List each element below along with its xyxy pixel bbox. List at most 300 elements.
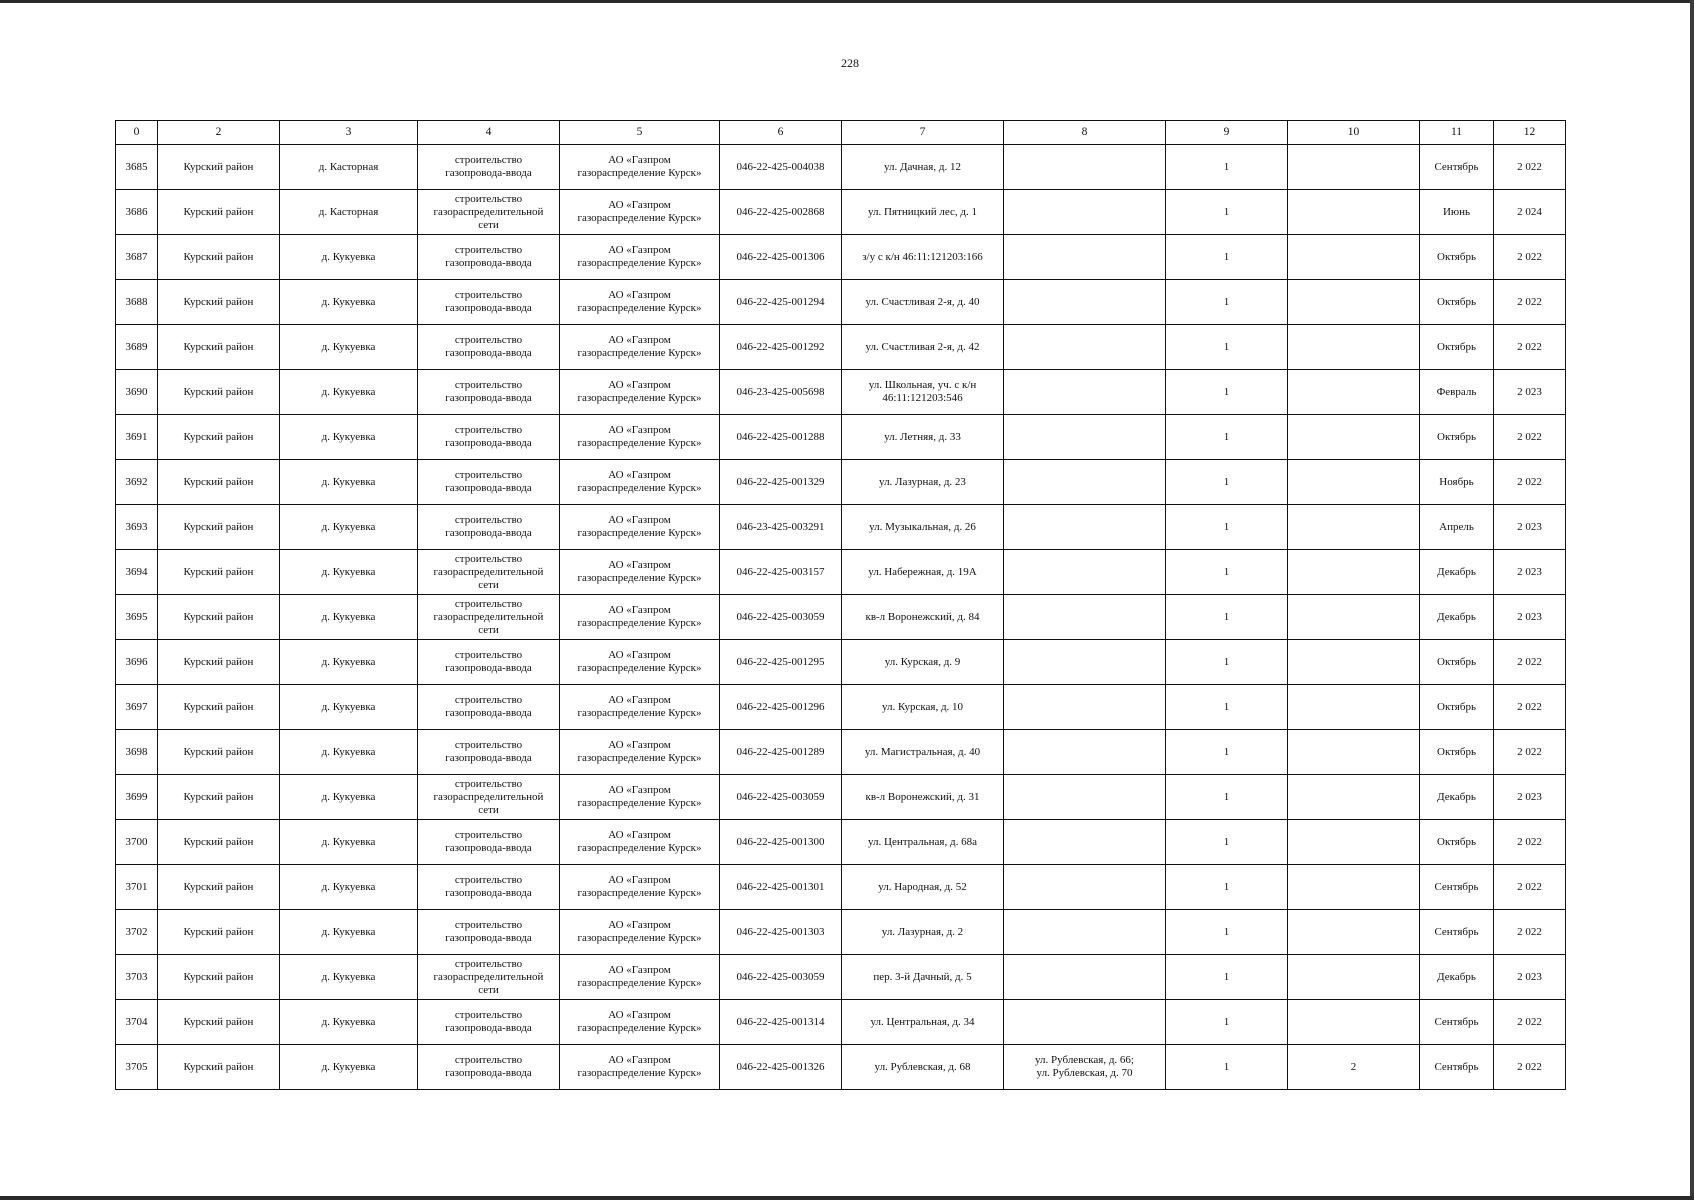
cell-year: 2 022 (1494, 145, 1566, 190)
cell-settlement: д. Касторная (280, 190, 418, 235)
scan-edge-bottom (0, 1196, 1694, 1200)
cell-organization-line: АО «Газпром (608, 919, 671, 931)
cell-organization-line: АО «Газпром (608, 154, 671, 166)
cell-work-type (418, 640, 560, 685)
cell-month: Сентябрь (1420, 145, 1494, 190)
cell-address-line: ул. Рублевская, д. 68 (874, 1060, 971, 1073)
cell-count: 1 (1166, 190, 1288, 235)
cell-number: 3703 (116, 955, 158, 1000)
cell-work-type-line: строительство (454, 874, 523, 886)
cell-work-type (418, 325, 560, 370)
cell-settlement: д. Кукуевка (280, 1045, 418, 1090)
cell-settlement: д. Кукуевка (280, 505, 418, 550)
cell-address (842, 190, 1004, 235)
cell-settlement: д. Кукуевка (280, 685, 418, 730)
cell-settlement: д. Кукуевка (280, 235, 418, 280)
cell-work-type-line: строительство (454, 777, 523, 790)
cell-number: 3699 (116, 775, 158, 820)
cell-organization (560, 1045, 720, 1090)
cell-month: Октябрь (1420, 640, 1494, 685)
cell-col-10 (1288, 730, 1420, 775)
cell-month: Сентябрь (1420, 865, 1494, 910)
cell-extra-addresses (1004, 1045, 1166, 1090)
cell-organization-line: АО «Газпром (608, 1054, 671, 1066)
cell-address-line: ул. Дачная, д. 12 (884, 160, 961, 173)
cell-address-line: ул. Пятницкий лес, д. 1 (868, 205, 977, 218)
cell-district: Курский район (158, 415, 280, 460)
cell-settlement: д. Кукуевка (280, 280, 418, 325)
cell-work-type (418, 235, 560, 280)
cell-organization-line: АО «Газпром (608, 874, 671, 886)
cell-organization (560, 415, 720, 460)
table-row (116, 910, 1566, 955)
cell-district: Курский район (158, 730, 280, 775)
cell-object-code: 046-22-425-001329 (720, 460, 842, 505)
cell-extra-addresses (1004, 1000, 1166, 1045)
cell-organization-line: АО «Газпром (608, 784, 671, 796)
cell-district: Курский район (158, 775, 280, 820)
cell-work-type-line: строительство (454, 739, 523, 751)
cell-col-10 (1288, 190, 1420, 235)
cell-settlement: д. Кукуевка (280, 415, 418, 460)
cell-work-type-line: газопровода-ввода (445, 662, 532, 674)
cell-col-10 (1288, 640, 1420, 685)
cell-month: Октябрь (1420, 820, 1494, 865)
cell-organization-line: газораспределение Курск» (577, 302, 702, 314)
cell-number: 3700 (116, 820, 158, 865)
col-header-11: 11 (1420, 121, 1494, 145)
cell-district: Курский район (158, 820, 280, 865)
cell-address-line: з/у с к/н 46:11:121203:166 (862, 250, 983, 263)
cell-work-type-line: газопровода-ввода (445, 1067, 532, 1079)
cell-address (842, 820, 1004, 865)
cell-work-type-line: газопровода-ввода (445, 527, 532, 539)
cell-work-type-line: сети (478, 578, 499, 591)
table-row (116, 460, 1566, 505)
cell-district: Курский район (158, 145, 280, 190)
cell-organization-line: газораспределение Курск» (577, 707, 702, 719)
cell-count: 1 (1166, 820, 1288, 865)
cell-count: 1 (1166, 640, 1288, 685)
cell-address-line: ул. Летняя, д. 33 (884, 430, 961, 443)
cell-number: 3692 (116, 460, 158, 505)
cell-organization (560, 910, 720, 955)
cell-work-type-line: строительство (454, 919, 523, 931)
col-header-3: 3 (280, 121, 418, 145)
col-header-4: 4 (418, 121, 560, 145)
cell-address-line: ул. Счастливая 2-я, д. 40 (865, 295, 980, 308)
cell-organization-line: газораспределение Курск» (577, 392, 702, 404)
cell-col-10: 2 (1288, 1045, 1420, 1090)
cell-settlement: д. Кукуевка (280, 460, 418, 505)
cell-object-code: 046-22-425-001301 (720, 865, 842, 910)
cell-work-type-line: строительство (454, 514, 523, 526)
cell-address (842, 505, 1004, 550)
cell-year: 2 022 (1494, 865, 1566, 910)
cell-col-10 (1288, 505, 1420, 550)
cell-col-10 (1288, 370, 1420, 415)
cell-number: 3694 (116, 550, 158, 595)
cell-organization-line: АО «Газпром (608, 514, 671, 526)
cell-month: Декабрь (1420, 775, 1494, 820)
cell-organization-line: газораспределение Курск» (577, 257, 702, 269)
cell-count: 1 (1166, 595, 1288, 640)
cell-district: Курский район (158, 550, 280, 595)
cell-address (842, 325, 1004, 370)
cell-settlement: д. Кукуевка (280, 1000, 418, 1045)
col-header-10: 10 (1288, 121, 1420, 145)
cell-month: Декабрь (1420, 955, 1494, 1000)
cell-address (842, 685, 1004, 730)
cell-number: 3702 (116, 910, 158, 955)
cell-work-type-line: газопровода-ввода (445, 707, 532, 719)
cell-number: 3688 (116, 280, 158, 325)
cell-organization-line: АО «Газпром (608, 424, 671, 436)
col-header-0: 0 (116, 121, 158, 145)
cell-address-line: ул. Курская, д. 10 (881, 700, 964, 713)
cell-month: Декабрь (1420, 550, 1494, 595)
cell-work-type (418, 820, 560, 865)
cell-month: Сентябрь (1420, 910, 1494, 955)
scan-edge-right (1690, 0, 1694, 1200)
cell-settlement: д. Кукуевка (280, 730, 418, 775)
cell-number: 3697 (116, 685, 158, 730)
cell-work-type-line: строительство (454, 552, 523, 565)
col-header-8: 8 (1004, 121, 1166, 145)
cell-month: Октябрь (1420, 685, 1494, 730)
cell-year: 2 023 (1494, 505, 1566, 550)
cell-work-type (418, 1045, 560, 1090)
cell-work-type-line: газопровода-ввода (445, 842, 532, 854)
cell-count: 1 (1166, 955, 1288, 1000)
cell-number: 3696 (116, 640, 158, 685)
cell-district: Курский район (158, 1045, 280, 1090)
cell-organization-line: АО «Газпром (608, 964, 671, 976)
cell-organization-line: АО «Газпром (608, 244, 671, 256)
cell-year: 2 022 (1494, 235, 1566, 280)
table-row (116, 775, 1566, 820)
cell-year: 2 022 (1494, 640, 1566, 685)
cell-number: 3695 (116, 595, 158, 640)
cell-organization (560, 685, 720, 730)
cell-month: Апрель (1420, 505, 1494, 550)
cell-district: Курский район (158, 235, 280, 280)
cell-extra-addresses (1004, 505, 1166, 550)
cell-organization-line: газораспределение Курск» (577, 752, 702, 764)
cell-settlement: д. Кукуевка (280, 910, 418, 955)
cell-extra-addresses (1004, 460, 1166, 505)
cell-year: 2 023 (1494, 955, 1566, 1000)
cell-col-10 (1288, 685, 1420, 730)
cell-count: 1 (1166, 550, 1288, 595)
cell-year: 2 022 (1494, 685, 1566, 730)
cell-work-type-line: строительство (454, 597, 523, 610)
table-body (116, 145, 1566, 1090)
table-row (116, 865, 1566, 910)
cell-organization-line: газораспределение Курск» (577, 347, 702, 359)
cell-year: 2 024 (1494, 190, 1566, 235)
cell-address-line: ул. Курская, д. 9 (884, 655, 961, 668)
table-row (116, 685, 1566, 730)
cell-work-type-line: газопровода-ввода (445, 752, 532, 764)
cell-organization (560, 730, 720, 775)
cell-object-code: 046-23-425-005698 (720, 370, 842, 415)
cell-work-type (418, 1000, 560, 1045)
cell-extra-addresses (1004, 595, 1166, 640)
cell-year: 2 022 (1494, 730, 1566, 775)
cell-address (842, 865, 1004, 910)
cell-settlement: д. Кукуевка (280, 955, 418, 1000)
cell-year: 2 022 (1494, 910, 1566, 955)
cell-organization (560, 325, 720, 370)
cell-count: 1 (1166, 145, 1288, 190)
cell-district: Курский район (158, 505, 280, 550)
cell-col-10 (1288, 955, 1420, 1000)
col-header-7: 7 (842, 121, 1004, 145)
table-row (116, 1045, 1566, 1090)
cell-count: 1 (1166, 370, 1288, 415)
cell-organization (560, 370, 720, 415)
cell-address-line: ул. Школьная, уч. с к/н (868, 379, 977, 391)
cell-work-type (418, 145, 560, 190)
cell-count: 1 (1166, 775, 1288, 820)
cell-organization (560, 865, 720, 910)
cell-work-type-line: газопровода-ввода (445, 392, 532, 404)
table-row (116, 730, 1566, 775)
col-header-9: 9 (1166, 121, 1288, 145)
cell-settlement: д. Кукуевка (280, 640, 418, 685)
cell-organization-line: АО «Газпром (608, 649, 671, 661)
cell-work-type (418, 775, 560, 820)
cell-work-type-line: строительство (454, 244, 523, 256)
cell-work-type-line: газопровода-ввода (445, 347, 532, 359)
cell-district: Курский район (158, 460, 280, 505)
table-row (116, 235, 1566, 280)
table-row (116, 190, 1566, 235)
cell-number: 3687 (116, 235, 158, 280)
cell-count: 1 (1166, 910, 1288, 955)
table-header-row (116, 121, 1566, 145)
cell-count: 1 (1166, 280, 1288, 325)
cell-organization (560, 775, 720, 820)
cell-organization (560, 595, 720, 640)
cell-work-type-line: газораспределительной (433, 205, 544, 218)
cell-address-line: ул. Центральная, д. 34 (870, 1015, 975, 1028)
cell-organization-line: газораспределение Курск» (577, 842, 702, 854)
cell-work-type (418, 415, 560, 460)
cell-number: 3690 (116, 370, 158, 415)
cell-col-10 (1288, 865, 1420, 910)
cell-settlement: д. Кукуевка (280, 370, 418, 415)
cell-address-line: ул. Лазурная, д. 23 (879, 475, 966, 488)
cell-extra-addresses (1004, 325, 1166, 370)
cell-address-line: ул. Магистральная, д. 40 (864, 745, 981, 758)
cell-extra-addresses (1004, 190, 1166, 235)
cell-month: Ноябрь (1420, 460, 1494, 505)
cell-object-code: 046-23-425-003291 (720, 505, 842, 550)
table-row (116, 325, 1566, 370)
cell-number: 3686 (116, 190, 158, 235)
cell-year: 2 023 (1494, 370, 1566, 415)
table-row (116, 1000, 1566, 1045)
cell-month: Июнь (1420, 190, 1494, 235)
cell-col-10 (1288, 325, 1420, 370)
cell-extra-addresses (1004, 550, 1166, 595)
cell-extra-addresses (1004, 955, 1166, 1000)
register-table (115, 120, 1566, 1090)
cell-year: 2 022 (1494, 820, 1566, 865)
cell-month: Октябрь (1420, 280, 1494, 325)
cell-extra-addresses (1004, 415, 1166, 460)
cell-address (842, 955, 1004, 1000)
table-row (116, 595, 1566, 640)
cell-organization-line: газораспределение Курск» (577, 482, 702, 494)
cell-work-type (418, 865, 560, 910)
cell-organization (560, 640, 720, 685)
cell-object-code: 046-22-425-001295 (720, 640, 842, 685)
cell-district: Курский район (158, 685, 280, 730)
cell-settlement: д. Кукуевка (280, 865, 418, 910)
cell-number: 3689 (116, 325, 158, 370)
cell-organization-line: газораспределение Курск» (577, 932, 702, 944)
cell-work-type-line: газопровода-ввода (445, 1022, 532, 1034)
table-row (116, 640, 1566, 685)
cell-number: 3685 (116, 145, 158, 190)
cell-extra-addresses (1004, 280, 1166, 325)
cell-year: 2 022 (1494, 415, 1566, 460)
cell-work-type-line: газопровода-ввода (445, 167, 532, 179)
cell-work-type-line: строительство (454, 424, 523, 436)
cell-extra-addresses (1004, 910, 1166, 955)
cell-work-type-line: строительство (454, 334, 523, 346)
col-header-6: 6 (720, 121, 842, 145)
cell-address (842, 145, 1004, 190)
cell-work-type-line: строительство (454, 649, 523, 661)
cell-work-type (418, 505, 560, 550)
cell-address-line: кв-л Воронежский, д. 84 (865, 610, 980, 623)
cell-object-code: 046-22-425-001292 (720, 325, 842, 370)
cell-count: 1 (1166, 1045, 1288, 1090)
cell-settlement: д. Кукуевка (280, 820, 418, 865)
cell-object-code: 046-22-425-001314 (720, 1000, 842, 1045)
cell-work-type-line: строительство (454, 379, 523, 391)
cell-object-code: 046-22-425-003059 (720, 595, 842, 640)
table-row (116, 550, 1566, 595)
cell-col-10 (1288, 235, 1420, 280)
cell-organization (560, 820, 720, 865)
cell-work-type-line: строительство (454, 829, 523, 841)
cell-address (842, 415, 1004, 460)
cell-organization (560, 955, 720, 1000)
cell-work-type (418, 280, 560, 325)
cell-work-type-line: газораспределительной (433, 790, 544, 803)
cell-object-code: 046-22-425-001288 (720, 415, 842, 460)
cell-work-type-line: газораспределительной (433, 610, 544, 623)
cell-organization-line: АО «Газпром (608, 334, 671, 346)
cell-organization-line: газораспределение Курск» (577, 212, 702, 224)
cell-count: 1 (1166, 730, 1288, 775)
cell-work-type-line: сети (478, 218, 499, 231)
cell-address-line: пер. 3-й Дачный, д. 5 (873, 970, 972, 983)
cell-organization-line: АО «Газпром (608, 559, 671, 571)
cell-address (842, 550, 1004, 595)
cell-col-10 (1288, 550, 1420, 595)
cell-work-type (418, 190, 560, 235)
scan-edge-top (0, 0, 1694, 3)
cell-work-type (418, 730, 560, 775)
cell-organization (560, 550, 720, 595)
cell-organization-line: АО «Газпром (608, 289, 671, 301)
cell-month: Октябрь (1420, 730, 1494, 775)
cell-organization (560, 280, 720, 325)
cell-year: 2 023 (1494, 595, 1566, 640)
cell-number: 3693 (116, 505, 158, 550)
table-row (116, 145, 1566, 190)
cell-extra-addresses (1004, 775, 1166, 820)
cell-year: 2 022 (1494, 325, 1566, 370)
cell-work-type-line: сети (478, 983, 499, 996)
cell-district: Курский район (158, 640, 280, 685)
cell-address-line: ул. Лазурная, д. 2 (881, 925, 964, 938)
cell-address-line: ул. Центральная, д. 68а (868, 835, 977, 848)
cell-object-code: 046-22-425-001300 (720, 820, 842, 865)
cell-organization-line: АО «Газпром (608, 1009, 671, 1021)
cell-work-type (418, 595, 560, 640)
cell-work-type-line: сети (478, 623, 499, 636)
cell-organization-line: АО «Газпром (608, 604, 671, 616)
cell-count: 1 (1166, 1000, 1288, 1045)
cell-work-type-line: газораспределительной (433, 565, 544, 578)
cell-organization-line: газораспределение Курск» (577, 887, 702, 899)
cell-extra-addresses (1004, 640, 1166, 685)
cell-work-type-line: сети (478, 803, 499, 816)
cell-col-10 (1288, 595, 1420, 640)
cell-work-type-line: строительство (454, 192, 523, 205)
cell-district: Курский район (158, 325, 280, 370)
cell-organization-line: газораспределение Курск» (577, 977, 702, 989)
cell-work-type (418, 460, 560, 505)
cell-organization-line: АО «Газпром (608, 694, 671, 706)
cell-number: 3701 (116, 865, 158, 910)
cell-work-type (418, 370, 560, 415)
cell-col-10 (1288, 145, 1420, 190)
cell-address-line: 46:11:121203:546 (882, 392, 963, 404)
cell-organization-line: АО «Газпром (608, 199, 671, 211)
cell-work-type-line: строительство (454, 1009, 523, 1021)
cell-address (842, 640, 1004, 685)
cell-organization-line: АО «Газпром (608, 739, 671, 751)
cell-organization (560, 1000, 720, 1045)
cell-address (842, 280, 1004, 325)
cell-organization-line: газораспределение Курск» (577, 797, 702, 809)
cell-year: 2 023 (1494, 775, 1566, 820)
cell-organization-line: газораспределение Курск» (577, 527, 702, 539)
table-row (116, 415, 1566, 460)
table-row (116, 280, 1566, 325)
cell-month: Сентябрь (1420, 1045, 1494, 1090)
cell-work-type-line: строительство (454, 154, 523, 166)
cell-month: Октябрь (1420, 325, 1494, 370)
cell-month: Сентябрь (1420, 1000, 1494, 1045)
cell-address (842, 1000, 1004, 1045)
table-row (116, 505, 1566, 550)
cell-work-type (418, 550, 560, 595)
cell-col-10 (1288, 460, 1420, 505)
cell-count: 1 (1166, 865, 1288, 910)
cell-address-line: ул. Набережная, д. 19А (868, 565, 977, 578)
cell-extra-addresses-line: ул. Рублевская, д. 70 (1036, 1067, 1133, 1079)
cell-district: Курский район (158, 595, 280, 640)
